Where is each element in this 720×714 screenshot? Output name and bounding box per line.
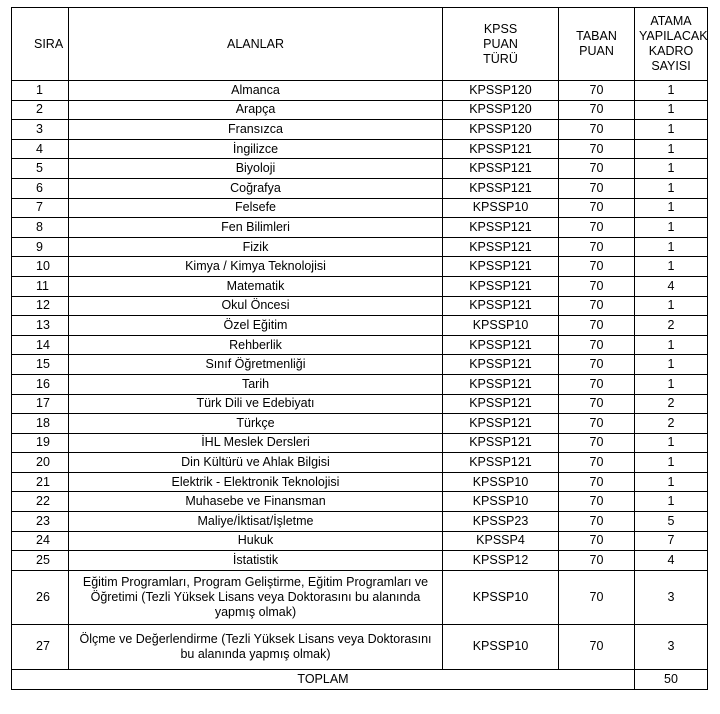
cell-taban: 70 (559, 472, 635, 492)
cell-taban: 70 (559, 276, 635, 296)
cell-kadro: 1 (635, 335, 708, 355)
cell-taban: 70 (559, 316, 635, 336)
cell-alan: Fizik (69, 237, 443, 257)
cell-alan: Biyoloji (69, 159, 443, 179)
cell-alan: Hukuk (69, 531, 443, 551)
cell-kpss: KPSSP10 (443, 472, 559, 492)
table-row (12, 316, 708, 336)
cell-sira: 4 (12, 139, 69, 159)
table-row (12, 100, 708, 120)
table-row (12, 335, 708, 355)
cell-kadro: 1 (635, 492, 708, 512)
table-row (12, 414, 708, 434)
header-taban: TABAN PUAN (559, 8, 635, 81)
cell-alan: Rehberlik (69, 335, 443, 355)
cell-sira: 24 (12, 531, 69, 551)
cell-sira: 1 (12, 81, 69, 101)
cell-alan: Matematik (69, 276, 443, 296)
total-label: TOPLAM (12, 669, 635, 689)
cell-sira: 15 (12, 355, 69, 375)
cell-kpss: KPSSP121 (443, 139, 559, 159)
table-row (12, 237, 708, 257)
table-row (12, 198, 708, 218)
cell-alan: Tarih (69, 374, 443, 394)
cell-kpss: KPSSP121 (443, 433, 559, 453)
cell-sira: 18 (12, 414, 69, 434)
cell-taban: 70 (559, 551, 635, 571)
cell-taban: 70 (559, 335, 635, 355)
table-row (12, 472, 708, 492)
cell-kpss: KPSSP121 (443, 335, 559, 355)
cell-alan: Muhasebe ve Finansman (69, 492, 443, 512)
cell-kpss: KPSSP4 (443, 531, 559, 551)
cell-kadro: 1 (635, 453, 708, 473)
cell-taban: 70 (559, 237, 635, 257)
cell-sira: 19 (12, 433, 69, 453)
cell-taban: 70 (559, 198, 635, 218)
cell-alan: Eğitim Programları, Program Geliştirme, Eğitim Programları ve Öğretimi (Tezli Yüksek Lisans veya Doktorasını bu alanında yapmış olmak) (69, 570, 443, 624)
total-value: 50 (635, 669, 708, 689)
cell-taban: 70 (559, 296, 635, 316)
table-row (12, 257, 708, 277)
table-row (12, 159, 708, 179)
table-row (12, 453, 708, 473)
cell-taban: 70 (559, 374, 635, 394)
cell-sira: 2 (12, 100, 69, 120)
cell-taban: 70 (559, 120, 635, 140)
cell-kpss: KPSSP120 (443, 100, 559, 120)
cell-alan: Felsefe (69, 198, 443, 218)
cell-kadro: 1 (635, 218, 708, 238)
cell-kpss: KPSSP120 (443, 120, 559, 140)
cell-sira: 5 (12, 159, 69, 179)
cell-sira: 25 (12, 551, 69, 571)
cell-taban: 70 (559, 81, 635, 101)
table-row (12, 120, 708, 140)
cell-sira: 17 (12, 394, 69, 414)
cell-kpss: KPSSP121 (443, 178, 559, 198)
cell-kpss: KPSSP121 (443, 159, 559, 179)
cell-kpss: KPSSP10 (443, 198, 559, 218)
cell-kadro: 4 (635, 551, 708, 571)
cell-kpss: KPSSP10 (443, 492, 559, 512)
cell-sira: 6 (12, 178, 69, 198)
cell-taban: 70 (559, 139, 635, 159)
cell-taban: 70 (559, 570, 635, 624)
cell-alan: Fen Bilimleri (69, 218, 443, 238)
cell-kadro: 3 (635, 624, 708, 669)
cell-kpss: KPSSP121 (443, 414, 559, 434)
table-row (12, 178, 708, 198)
cell-kadro: 1 (635, 120, 708, 140)
table-row (12, 624, 708, 669)
cell-kpss: KPSSP121 (443, 218, 559, 238)
cell-kadro: 1 (635, 374, 708, 394)
table-row (12, 394, 708, 414)
kadro-table (11, 7, 708, 690)
cell-sira: 7 (12, 198, 69, 218)
table-row (12, 81, 708, 101)
cell-alan: Almanca (69, 81, 443, 101)
cell-sira: 3 (12, 120, 69, 140)
cell-kpss: KPSSP121 (443, 394, 559, 414)
cell-taban: 70 (559, 433, 635, 453)
table-row (12, 218, 708, 238)
cell-sira: 12 (12, 296, 69, 316)
cell-kadro: 2 (635, 414, 708, 434)
cell-sira: 9 (12, 237, 69, 257)
cell-kadro: 4 (635, 276, 708, 296)
cell-kadro: 1 (635, 237, 708, 257)
cell-kadro: 1 (635, 433, 708, 453)
cell-kpss: KPSSP121 (443, 257, 559, 277)
cell-alan: İngilizce (69, 139, 443, 159)
cell-kadro: 5 (635, 512, 708, 532)
header-kpss: KPSS PUAN TÜRÜ (443, 8, 559, 81)
table-row (12, 374, 708, 394)
table-row (12, 512, 708, 532)
cell-alan: Türk Dili ve Edebiyatı (69, 394, 443, 414)
cell-kpss: KPSSP121 (443, 296, 559, 316)
cell-sira: 13 (12, 316, 69, 336)
cell-kpss: KPSSP121 (443, 374, 559, 394)
cell-taban: 70 (559, 414, 635, 434)
header-row (12, 8, 708, 81)
cell-taban: 70 (559, 624, 635, 669)
cell-taban: 70 (559, 453, 635, 473)
cell-alan: Coğrafya (69, 178, 443, 198)
cell-alan: İstatistik (69, 551, 443, 571)
cell-taban: 70 (559, 100, 635, 120)
cell-kadro: 1 (635, 100, 708, 120)
cell-kpss: KPSSP120 (443, 81, 559, 101)
header-alanlar: ALANLAR (69, 8, 443, 81)
cell-sira: 16 (12, 374, 69, 394)
table-row (12, 296, 708, 316)
cell-taban: 70 (559, 512, 635, 532)
cell-kpss: KPSSP121 (443, 453, 559, 473)
cell-kpss: KPSSP12 (443, 551, 559, 571)
header-atama: ATAMA YAPILACAK KADRO SAYISI (635, 8, 708, 81)
cell-taban: 70 (559, 531, 635, 551)
cell-taban: 70 (559, 492, 635, 512)
cell-kadro: 3 (635, 570, 708, 624)
cell-alan: Maliye/İktisat/İşletme (69, 512, 443, 532)
table-row (12, 433, 708, 453)
table-row (12, 551, 708, 571)
cell-kadro: 1 (635, 198, 708, 218)
cell-alan: Okul Öncesi (69, 296, 443, 316)
header-sira: SIRA (12, 8, 69, 81)
cell-kadro: 1 (635, 159, 708, 179)
table-row (12, 276, 708, 296)
cell-taban: 70 (559, 159, 635, 179)
cell-alan: Özel Eğitim (69, 316, 443, 336)
cell-kadro: 1 (635, 178, 708, 198)
cell-sira: 20 (12, 453, 69, 473)
cell-alan: İHL Meslek Dersleri (69, 433, 443, 453)
cell-taban: 70 (559, 218, 635, 238)
table-row (12, 492, 708, 512)
cell-taban: 70 (559, 355, 635, 375)
table-row (12, 355, 708, 375)
cell-alan: Türkçe (69, 414, 443, 434)
cell-sira: 21 (12, 472, 69, 492)
cell-kpss: KPSSP23 (443, 512, 559, 532)
total-row (12, 669, 708, 689)
cell-sira: 27 (12, 624, 69, 669)
cell-kpss: KPSSP121 (443, 276, 559, 296)
cell-kadro: 2 (635, 394, 708, 414)
cell-kadro: 1 (635, 81, 708, 101)
cell-sira: 23 (12, 512, 69, 532)
cell-alan: Din Kültürü ve Ahlak Bilgisi (69, 453, 443, 473)
cell-alan: Sınıf Öğretmenliği (69, 355, 443, 375)
cell-taban: 70 (559, 394, 635, 414)
table-row (12, 570, 708, 624)
cell-kadro: 2 (635, 316, 708, 336)
cell-taban: 70 (559, 257, 635, 277)
cell-taban: 70 (559, 178, 635, 198)
cell-sira: 10 (12, 257, 69, 277)
cell-kadro: 1 (635, 296, 708, 316)
cell-sira: 22 (12, 492, 69, 512)
cell-sira: 11 (12, 276, 69, 296)
cell-alan: Elektrik - Elektronik Teknolojisi (69, 472, 443, 492)
cell-sira: 8 (12, 218, 69, 238)
cell-kadro: 1 (635, 472, 708, 492)
cell-kpss: KPSSP10 (443, 624, 559, 669)
cell-sira: 14 (12, 335, 69, 355)
cell-kpss: KPSSP121 (443, 355, 559, 375)
table-row (12, 531, 708, 551)
cell-alan: Kimya / Kimya Teknolojisi (69, 257, 443, 277)
cell-alan: Arapça (69, 100, 443, 120)
cell-kadro: 1 (635, 257, 708, 277)
table-row (12, 139, 708, 159)
cell-kadro: 1 (635, 355, 708, 375)
cell-sira: 26 (12, 570, 69, 624)
cell-kpss: KPSSP121 (443, 237, 559, 257)
cell-kpss: KPSSP10 (443, 570, 559, 624)
cell-alan: Fransızca (69, 120, 443, 140)
cell-kadro: 1 (635, 139, 708, 159)
cell-kpss: KPSSP10 (443, 316, 559, 336)
cell-kadro: 7 (635, 531, 708, 551)
cell-alan: Ölçme ve Değerlendirme (Tezli Yüksek Lisans veya Doktorasını bu alanında yapmış olmak) (69, 624, 443, 669)
